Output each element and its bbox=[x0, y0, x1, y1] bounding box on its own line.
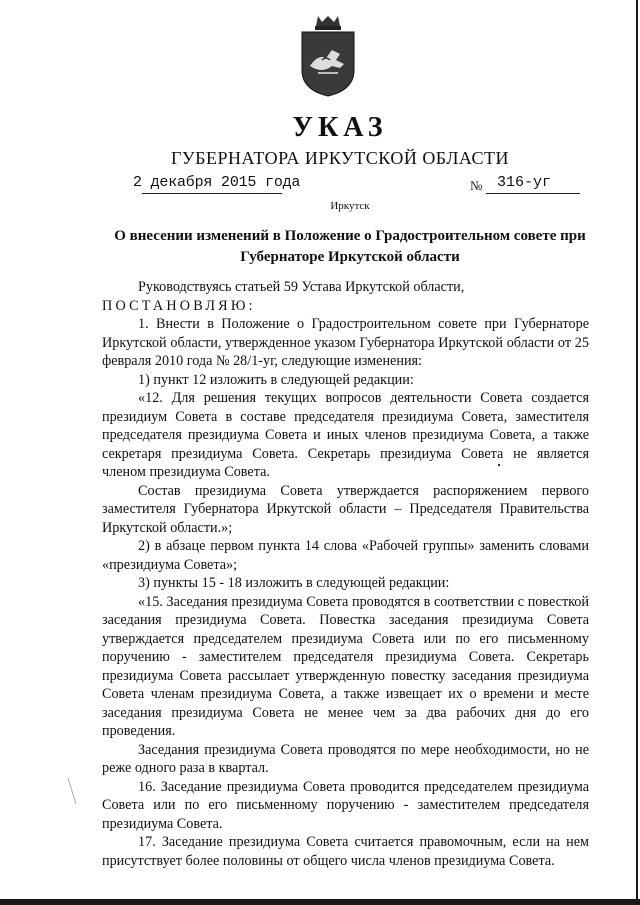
paragraph: Состав президиума Совета утверждается распоряжением первого заместителя Губернатора Иркутской области – Председателя Правительства Иркутской области.»; bbox=[102, 482, 589, 536]
document-subtitle: ГУБЕРНАТОРА ИРКУТСКОЙ ОБЛАСТИ bbox=[170, 148, 510, 168]
heading-line-1: О внесении изменений в Положение о Градостроительном совете при bbox=[114, 228, 586, 244]
decree-word: ПОСТАНОВЛЯЮ: bbox=[102, 297, 256, 314]
paragraph: 1) пункт 12 изложить в следующей редакции: bbox=[138, 371, 414, 388]
document-heading bbox=[100, 226, 600, 268]
document-number: 316-уг bbox=[497, 174, 552, 191]
number-underline bbox=[486, 193, 580, 194]
paragraph: «12. Для решения текущих вопросов деятельности Совета создается президиум Совета в составе председателя президиума Совета, заместителя председателя президиума Совета и иных членов президиума Совета, а также секретаря президиума Совета. Секретарь президиума Совета не является членом президиума Совета. bbox=[102, 390, 589, 480]
document-city: Иркутск bbox=[330, 200, 370, 212]
paragraph: 17. Заседание президиума Совета считается правомочным, если на нем присутствует более половины от общего числа членов президиума Совета. bbox=[102, 834, 589, 869]
document-date: 2 декабря 2015 года bbox=[133, 174, 301, 191]
scan-edge-bottom bbox=[0, 899, 640, 905]
coat-of-arms-icon bbox=[296, 14, 360, 98]
paragraph: Заседания президиума Совета проводятся по мере необходимости, но не реже одного раза в квартал. bbox=[102, 741, 589, 776]
intro-paragraph: Руководствуясь статьей 59 Устава Иркутской области, bbox=[138, 279, 465, 295]
scan-edge-right bbox=[636, 0, 638, 905]
paragraph: 2) в абзаце первом пункта 14 слова «Рабочей группы» заменить словами «президиума Совета»; bbox=[102, 538, 589, 573]
number-sign: № bbox=[470, 178, 483, 193]
pen-mark bbox=[66, 776, 78, 806]
paragraph: «15. Заседания президиума Совета проводятся в соответствии с повесткой заседания президиума Совета. Повестка заседания президиума Совета утверждается председателем президиума Совета или по его письменному поручению - заместителем председателя президиума Совета. Секретарь президиума Совета рассылает утвержденную повестку заседания президиума Совета членам президиума Совета, а также извещает их о времени и месте заседания президиума Совета не менее чем за два рабочих дня до его проведения. bbox=[102, 593, 589, 739]
date-underline bbox=[142, 193, 282, 194]
document-body bbox=[102, 278, 589, 870]
document-title: УКАЗ bbox=[292, 112, 388, 143]
heading-line-2: Губернаторе Иркутской области bbox=[240, 249, 460, 265]
paragraph: 16. Заседание президиума Совета проводится председателем президиума Совета или по его письменному поручению - заместителем председателя президиума Совета. bbox=[102, 778, 589, 832]
paragraph: 3) пункты 15 - 18 изложить в следующей редакции: bbox=[138, 575, 450, 591]
paragraph: 1. Внести в Положение о Градостроительном совете при Губернаторе Иркутской области, утвержденное указом Губернатора Иркутской области от 25 февраля 2010 года № 28/1-уг, следующие изменения: bbox=[102, 316, 589, 369]
scan-speck bbox=[498, 464, 500, 466]
